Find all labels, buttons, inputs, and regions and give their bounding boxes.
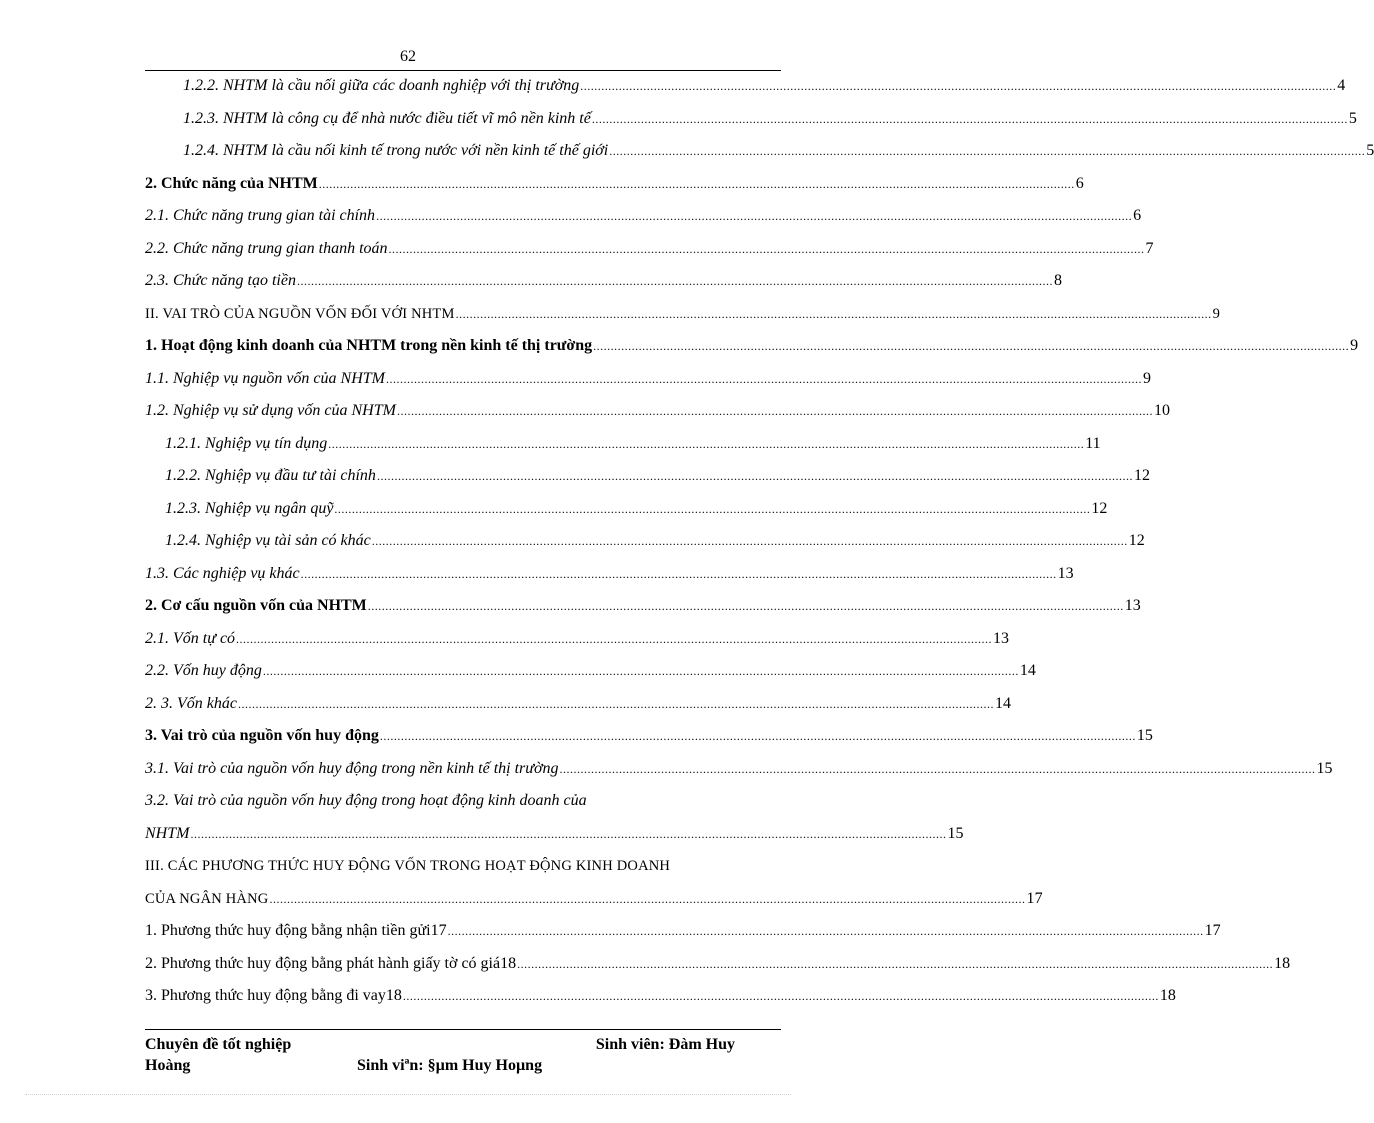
toc-entry-text: NHTM: [145, 824, 190, 842]
toc-entry: [145, 655, 1036, 688]
toc-entry-text: 3. Phương thức huy động bằng đi vay18: [145, 987, 402, 1004]
toc-entry: [145, 980, 1176, 1013]
toc-page-number: 9: [1212, 305, 1221, 322]
toc-page-number: 18: [1274, 954, 1291, 972]
toc-entry-text: 2. Phương thức huy động bằng phát hành giấy tờ có giá18: [145, 954, 517, 972]
toc-entry: [145, 948, 1291, 981]
toc-page-number: 12: [1091, 499, 1108, 517]
toc-dot-leader: ........................................................................................................................................................................................................................: [580, 79, 1337, 93]
toc-entry-text: 1. Phương thức huy động bằng nhận tiền gửi17: [145, 922, 447, 939]
toc-page-number: 15: [1136, 727, 1153, 744]
toc-entry-text: II. VAI TRÒ CỦA NGUỒN VỐN ĐỐI VỚI NHTM: [145, 305, 455, 322]
toc-entry: [145, 168, 1084, 201]
toc-dot-leader: ........................................................................................................................................................................................................................: [190, 826, 947, 841]
toc-tail-entries: [145, 915, 1291, 1013]
toc-entry-text: 2.2. Chức năng trung gian thanh toán: [145, 239, 388, 257]
toc-entry: [145, 590, 1141, 623]
footer-rule: [145, 1029, 781, 1030]
toc-dot-leader: ........................................................................................................................................................................................................................: [236, 631, 993, 646]
toc-dot-leader: ........................................................................................................................................................................................................................: [376, 469, 1133, 483]
toc-entry-text: 1.1. Nghiệp vụ nguồn vốn của NHTM: [145, 369, 385, 387]
toc-page-number: 15: [947, 824, 964, 842]
toc-dot-leader: ........................................................................................................................................................................................................................: [591, 111, 1348, 126]
toc-dot-leader: ........................................................................................................................................................................................................................: [455, 306, 1212, 321]
toc-entry-text: 2.3. Chức năng tạo tiền: [145, 272, 296, 289]
footer-student-name: Hoàng: [145, 1057, 191, 1074]
toc-entry: [145, 720, 1153, 753]
toc-entries: [145, 70, 1374, 785]
toc-page-number: 7: [1145, 239, 1154, 257]
toc-entry-text: 2. Chức năng của NHTM: [145, 174, 318, 192]
toc-dot-leader: ........................................................................................................................................................................................................................: [559, 761, 1316, 776]
toc-entry: [145, 493, 1108, 526]
toc-entry: [145, 623, 1010, 656]
toc-page-number: 8: [1053, 272, 1062, 289]
toc-entry: [145, 233, 1154, 266]
toc-entry: [145, 915, 1221, 948]
toc-page-number: 17: [1026, 889, 1043, 907]
toc-page-number: 15: [1316, 759, 1333, 777]
toc-entry-text: 2. Cơ cấu nguồn vốn của NHTM: [145, 597, 367, 614]
toc-dot-leader: ........................................................................................................................................................................................................................: [371, 534, 1128, 548]
toc-entry-text: 1.2.2. NHTM là cầu nối giữa các doanh nghiệp với thị trường: [183, 77, 580, 94]
toc-entry-caps-split: [145, 850, 1043, 915]
toc-dot-leader: ........................................................................................................................................................................................................................: [379, 729, 1136, 743]
toc-page-number: 14: [1019, 662, 1036, 679]
footer-garbled-student-label: Sinh viªn: §µm Huy Hoµng: [357, 1057, 543, 1074]
toc-dot-leader: ........................................................................................................................................................................................................................: [402, 989, 1159, 1003]
toc-page-number: 17: [1204, 922, 1221, 939]
toc-entry-text: 1.2.3. NHTM là công cụ để nhà nước điều tiết vĩ mô nền kinh tế: [183, 109, 591, 127]
toc-entry: [145, 330, 1359, 363]
toc-dot-leader: ........................................................................................................................................................................................................................: [396, 404, 1153, 418]
toc-dot-leader: ........................................................................................................................................................................................................................: [385, 371, 1142, 386]
toc-entry-text: 3.2. Vai trò của nguồn vốn huy động trong hoạt động kinh doanh của: [145, 792, 587, 809]
toc-entry: [145, 525, 1145, 558]
toc-page-number: 12: [1128, 532, 1145, 549]
page-bottom-border: [25, 1094, 791, 1095]
toc-entry: [145, 70, 1346, 103]
toc-page-number: 12: [1133, 467, 1150, 484]
toc-page-number: 18: [1159, 987, 1176, 1004]
table-of-contents: [145, 70, 1374, 1013]
toc-entry-text: 1.2.3. Nghiệp vụ ngân quỹ: [165, 499, 334, 517]
toc-page-number: 9: [1142, 369, 1151, 387]
toc-entry: [145, 428, 1101, 461]
toc-entry-text: 2.1. Chức năng trung gian tài chính: [145, 207, 376, 224]
toc-entry: [145, 753, 1333, 786]
toc-dot-leader: ........................................................................................................................................................................................................................: [269, 891, 1026, 906]
toc-entry-text: 1.3. Các nghiệp vụ khác: [145, 564, 300, 582]
toc-dot-leader: ........................................................................................................................................................................................................................: [447, 924, 1204, 938]
toc-entry-text: 3.1. Vai trò của nguồn vốn huy động trong nền kinh tế thị trường: [145, 759, 559, 777]
toc-entry: [145, 265, 1062, 298]
toc-page-number: 9: [1350, 337, 1359, 354]
toc-entry-text: 1. Hoạt động kinh doanh của NHTM trong nền kinh tế thị trường: [145, 337, 593, 354]
toc-dot-leader: ........................................................................................................................................................................................................................: [517, 956, 1274, 971]
toc-entry: [145, 363, 1151, 396]
toc-page-number: 6: [1075, 174, 1084, 192]
toc-entry-text: 1.2.4. NHTM là cầu nối kinh tế trong nước với nền kinh tế thế giới: [183, 142, 609, 159]
toc-dot-leader: ........................................................................................................................................................................................................................: [328, 436, 1085, 451]
toc-entry-text: 1.2. Nghiệp vụ sử dụng vốn của NHTM: [145, 402, 396, 419]
toc-entry-text: CỦA NGÂN HÀNG: [145, 890, 269, 907]
toc-page-number: 10: [1153, 402, 1170, 419]
toc-dot-leader: ........................................................................................................................................................................................................................: [262, 664, 1019, 678]
toc-page-number: 11: [1085, 434, 1101, 452]
toc-dot-leader: ........................................................................................................................................................................................................................: [334, 501, 1091, 516]
toc-dot-leader: ........................................................................................................................................................................................................................: [609, 144, 1366, 158]
footer-student-label: Sinh viên: Đàm Huy: [595, 1036, 735, 1053]
toc-entry-text: 2. 3. Vốn khác: [145, 694, 237, 712]
toc-dot-leader: ........................................................................................................................................................................................................................: [367, 599, 1124, 613]
toc-page-number: 13: [1057, 564, 1074, 582]
toc-dot-leader: ........................................................................................................................................................................................................................: [296, 274, 1053, 288]
page-number: 62: [400, 48, 416, 65]
toc-entry: [145, 558, 1074, 591]
toc-page-number: 13: [1124, 597, 1141, 614]
toc-page-number: 6: [1133, 207, 1142, 224]
toc-entry: [145, 200, 1142, 233]
page-footer: [145, 1034, 745, 1076]
toc-entry: [145, 395, 1170, 428]
toc-page-number: 5: [1366, 142, 1374, 159]
toc-entry-text: 1.2.2. Nghiệp vụ đầu tư tài chính: [165, 467, 376, 484]
footer-thesis-label: Chuyên đề tốt nghiệp: [145, 1036, 292, 1053]
toc-entry: [145, 460, 1150, 493]
toc-page-number: 13: [993, 629, 1010, 647]
toc-entry: [145, 103, 1357, 136]
toc-dot-leader: ........................................................................................................................................................................................................................: [318, 176, 1075, 191]
toc-dot-leader: ........................................................................................................................................................................................................................: [593, 339, 1350, 353]
toc-entry-split: [145, 785, 964, 850]
toc-entry-text: 1.2.4. Nghiệp vụ tài sản có khác: [165, 532, 371, 549]
toc-entry: [145, 298, 1221, 331]
toc-entry: [145, 135, 1374, 168]
toc-dot-leader: ........................................................................................................................................................................................................................: [388, 241, 1145, 256]
toc-entry-text: 1.2.1. Nghiệp vụ tín dụng: [165, 434, 328, 452]
toc-page-number: 5: [1348, 109, 1357, 127]
toc-dot-leader: ........................................................................................................................................................................................................................: [237, 696, 994, 711]
toc-dot-leader: ........................................................................................................................................................................................................................: [300, 566, 1057, 581]
toc-entry-text: 2.2. Vốn huy động: [145, 662, 262, 679]
toc-entry-text: 3. Vai trò của nguồn vốn huy động: [145, 727, 379, 744]
toc-page-number: 4: [1337, 77, 1346, 94]
toc-page-number: 14: [994, 694, 1011, 712]
toc-dot-leader: ........................................................................................................................................................................................................................: [376, 209, 1133, 223]
toc-entry: [145, 688, 1011, 721]
toc-entry-text: 2.1. Vốn tự có: [145, 629, 236, 647]
toc-entry-text: III. CÁC PHƯƠNG THỨC HUY ĐỘNG VỐN TRONG HOẠT ĐỘNG KINH DOANH: [145, 858, 671, 874]
